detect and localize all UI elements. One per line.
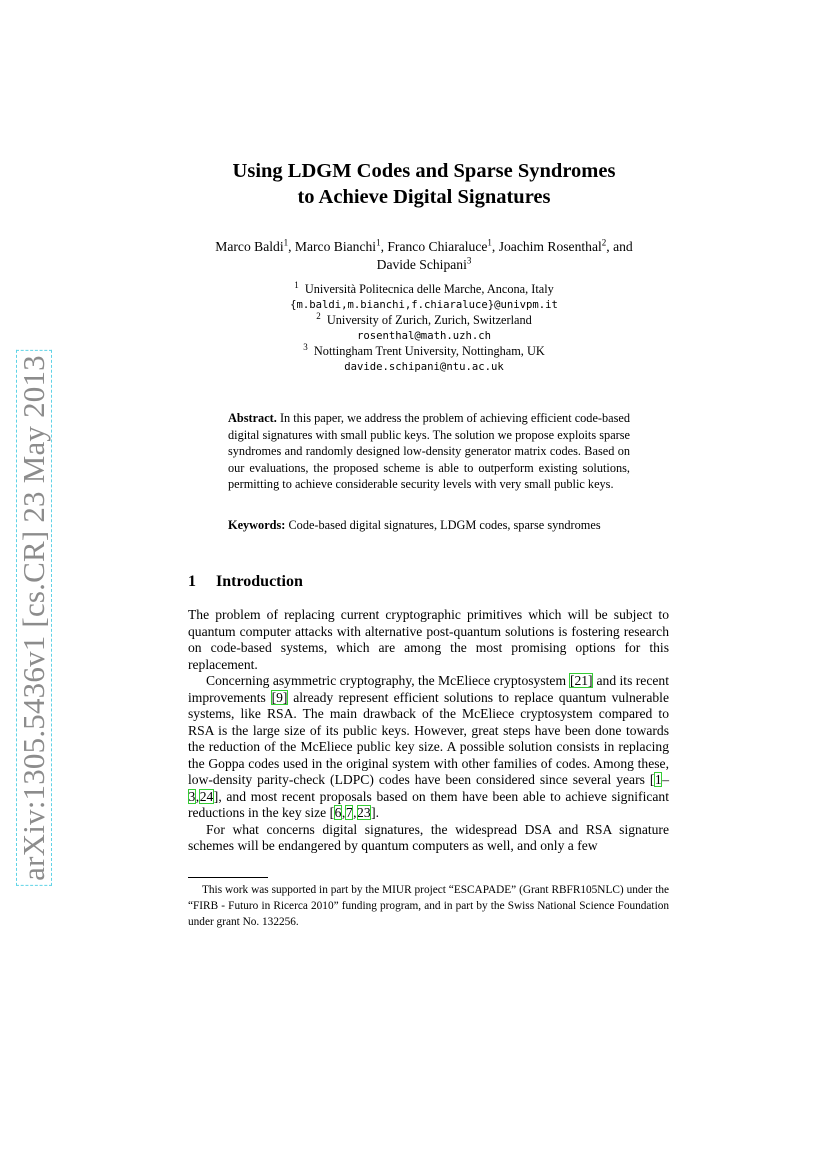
affiliations (150, 279, 698, 375)
title-line-2: to Achieve Digital Signatures (297, 186, 551, 208)
affiliation-1: $^1$ Università Politecnica delle Marche, Ancona, Italy (294, 279, 554, 296)
paragraph-1: The problem of replacing current cryptographic primitives which will be subject to quantum computer attacks with alternative post-quantum solutions is fostering research on code-based systems, which are among the most promising options for this replacement. (188, 607, 669, 672)
abstract-text: In this paper, we address the problem of achieving efficient code-based digital signatures with small public keys. The solution we propose exploits sparse syndromes and randomly designed low-density generator matrix codes. Based on our evaluations, the proposed scheme is able to outperform existing solutions, permitting to achieve considerable security levels with very small public keys. (228, 411, 631, 491)
author-and: and (613, 239, 633, 254)
author-4-affil: 2 (601, 237, 607, 248)
section-number: 1 (188, 573, 196, 590)
section-title: Introduction (216, 573, 303, 590)
keywords (228, 517, 630, 534)
citation-link[interactable]: 6 (334, 805, 342, 820)
affiliation-2-email: rosenthal@math.uzh.ch (357, 329, 491, 342)
citation-link[interactable]: 24 (199, 788, 214, 804)
citation-link[interactable]: 23 (357, 805, 371, 820)
author-list: Marco Baldi$^1$, Marco Bianchi$^1$, Franco Chiaraluce$^1$, Joachim Rosenthal$^2$, and Davide Schipani$^3$ (215, 237, 633, 272)
paragraph-3: For what concerns digital signatures, the widespread DSA and RSA signature schemes will be endangered by quantum computers as well, and only a few (188, 821, 669, 853)
title-line-1: Using LDGM Codes and Sparse Syndromes (232, 160, 616, 182)
author-2: Marco Bianchi (294, 239, 377, 254)
author-3: Franco Chiaraluce (387, 239, 488, 254)
citation-link[interactable]: 1 (654, 772, 662, 787)
keywords-label: Keywords: (228, 518, 286, 532)
paragraph-2: Concerning asymmetric cryptography, the McEliece cryptosystem [21] and its recent improvements [9] already represent efficient solutions to replace quantum vulnerable systems, like RSA. The main drawback of the McEliece cryptosystem compared to RSA is the large size of its public keys. However, great steps have been done towards the reduction of the McEliece public key size. A possible solution consists in replacing the Goppa codes used in the original system with other families of codes. Among these, low-density parity-check (LDPC) codes have been considered since several years [1–3,24], and most recent proposals based on them have been able to achieve significant reductions in the key size [6,7,23]. (188, 673, 669, 820)
paper-title (150, 158, 698, 210)
arxiv-identifier: arXiv:1305.5436v1 [cs.CR] 23 May 2013 (16, 350, 52, 886)
author-1-affil: 1 (283, 237, 289, 248)
citation-link[interactable]: [21] (569, 673, 593, 688)
body-text (188, 607, 669, 855)
author-1: Marco Baldi (215, 239, 284, 254)
affiliation-3-email: davide.schipani@ntu.ac.uk (344, 360, 504, 373)
arxiv-watermark (14, 328, 54, 908)
affiliation-1-email: {m.baldi,m.bianchi,f.chiaraluce}@univpm.it (290, 298, 558, 311)
citation-link[interactable]: 7 (345, 805, 353, 820)
keywords-text: Code-based digital signatures, LDGM codes, sparse syndromes (288, 518, 601, 532)
citation-link[interactable]: 3 (188, 788, 196, 804)
author-5-affil: 3 (466, 255, 472, 266)
affiliation-3: $^3$ Nottingham Trent University, Nottingham, UK (303, 341, 545, 358)
author-2-affil: 1 (376, 237, 381, 248)
author-3-affil: 1 (487, 237, 492, 248)
abstract (228, 410, 630, 493)
section-heading (188, 573, 303, 591)
footnote: This work was supported in part by the MIUR project “ESCAPADE” (Grant RBFR105NLC) under the “FIRB - Futuro in Ricerca 2010” funding program, and in part by the Swiss National Science Foundation under grant No. 132256. (188, 884, 669, 928)
author-5: Davide Schipani (376, 257, 467, 272)
affiliation-2: $^2$ University of Zurich, Zurich, Switzerland (316, 310, 532, 327)
author-4: Joachim Rosenthal (498, 239, 602, 254)
citation-link[interactable]: [9] (271, 689, 288, 705)
footnote-rule (188, 877, 268, 878)
abstract-label: Abstract. (228, 411, 277, 425)
